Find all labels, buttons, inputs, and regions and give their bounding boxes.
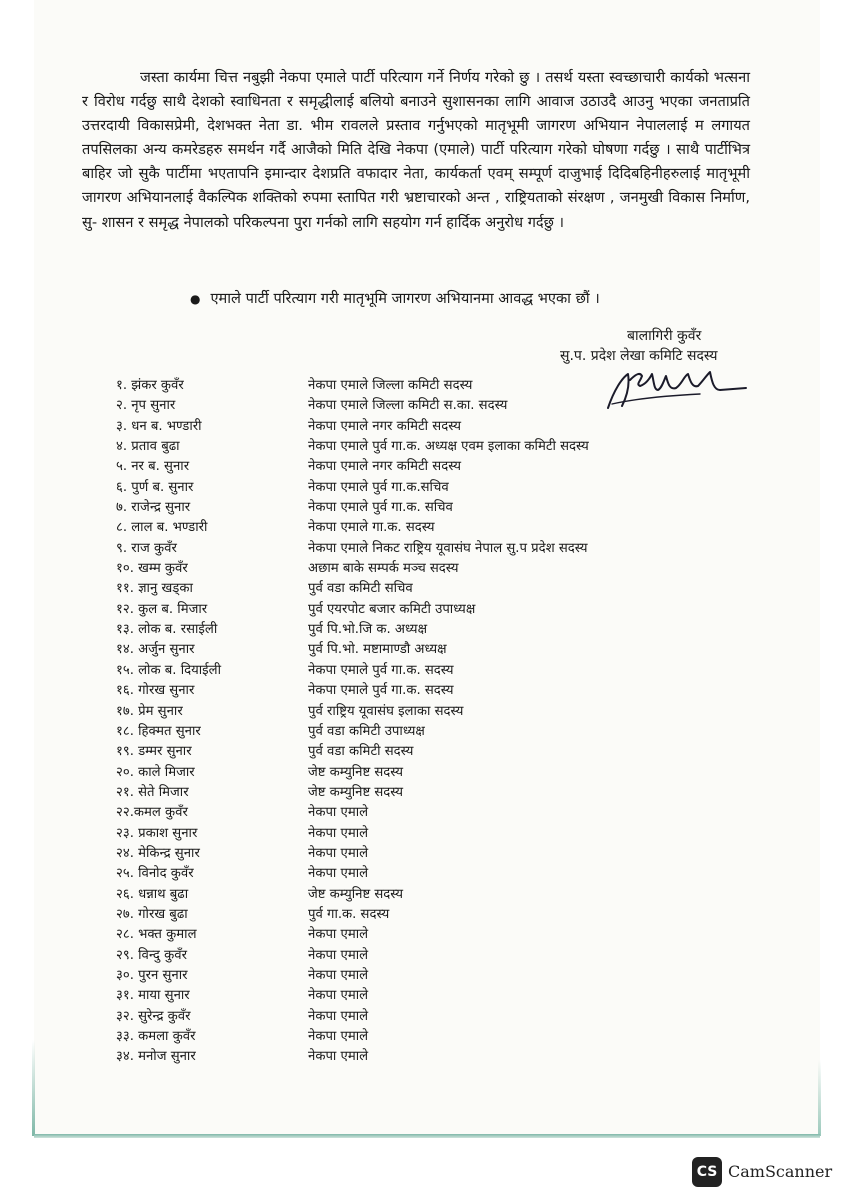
- member-row: [116, 414, 676, 434]
- member-name: ३. धन ब. भण्डारी: [116, 418, 202, 434]
- member-role: पुर्व पि.भो. मष्टामाण्डौ अध्यक्ष: [308, 642, 447, 658]
- member-role: पुर्व वडा कमिटी उपाध्यक्ष: [308, 723, 425, 739]
- member-role: नेकपा एमाले: [308, 967, 369, 983]
- member-name: १४. अर्जुन सुनार: [116, 642, 195, 658]
- member-role: पुर्व वडा कमिटी सचिव: [308, 581, 413, 597]
- member-row: [116, 515, 676, 535]
- member-name: २७. गोरख बुढा: [116, 906, 188, 922]
- member-role: नेकपा एमाले निकट राष्ट्रिय यूवासंघ नेपाल सु.प प्रदेश सदस्य: [308, 540, 588, 556]
- member-role: जेष्ट कम्युनिष्ट सदस्य: [308, 784, 404, 800]
- member-role: नेकपा एमाले पुर्व गा.क. अध्यक्ष एवम इलाका कमिटी सदस्य: [308, 439, 589, 455]
- member-row: [116, 821, 676, 841]
- bullet-dot-icon: ●: [190, 292, 201, 306]
- declaration-bullet: [190, 288, 600, 308]
- member-row: [116, 475, 676, 495]
- member-name: ११. ज्ञानु खड्का: [116, 581, 193, 597]
- member-row: [116, 658, 676, 678]
- member-role: नेकपा एमाले जिल्ला कमिटी सदस्य: [308, 378, 473, 393]
- member-role: जेष्ट कम्युनिष्ट सदस्य: [308, 886, 404, 902]
- member-name: ३१. माया सुनार: [116, 988, 190, 1004]
- page-edge-bottom: [34, 1134, 820, 1138]
- member-row: [116, 597, 676, 617]
- member-name: ३३. कमला कुवँर: [116, 1029, 196, 1044]
- member-role: अछाम बाके सम्पर्क मञ्च सदस्य: [308, 561, 459, 577]
- member-row: [116, 983, 676, 1003]
- member-name: ८. लाल ब. भण्डारी: [116, 520, 208, 536]
- member-row: [116, 434, 676, 454]
- camscanner-logo-icon: CS: [692, 1157, 722, 1187]
- member-name: ४. प्रताव बुढा: [116, 439, 180, 455]
- member-role: नेकपा एमाले: [308, 947, 369, 963]
- member-name: २१. सेते मिजार: [116, 784, 189, 800]
- member-row: [116, 760, 676, 780]
- member-row: [116, 780, 676, 800]
- member-row: [116, 739, 676, 759]
- member-name: २८. भक्त कुमाल: [116, 927, 197, 943]
- member-role: नेकपा एमाले: [308, 866, 369, 882]
- member-name: १६. गोरख सुनार: [116, 683, 195, 699]
- member-role: नेकपा एमाले पुर्व गा.क. सदस्य: [308, 683, 454, 699]
- member-name: ७. राजेन्द्र सुनार: [116, 500, 191, 516]
- member-row: [116, 536, 676, 556]
- member-name: १८. हिक्मत सुनार: [116, 723, 201, 739]
- member-name: १३. लोक ब. रसाईली: [116, 622, 218, 638]
- member-name: ९. राज कुवँर: [116, 540, 177, 556]
- member-role: नेकपा एमाले: [308, 845, 369, 861]
- member-row: [116, 963, 676, 983]
- member-role: नेकपा एमाले: [308, 805, 369, 821]
- member-row: [116, 1004, 676, 1024]
- member-role: नेकपा एमाले पुर्व गा.क.सचिव: [308, 479, 449, 495]
- member-row: [116, 1044, 676, 1064]
- member-name: १७. प्रेम सुनार: [116, 703, 183, 719]
- member-role: नेकपा एमाले पुर्व गा.क. सचिव: [308, 500, 453, 516]
- member-name: २९. विन्दु कुवँर: [116, 947, 187, 963]
- member-role: नेकपा एमाले: [308, 1029, 369, 1044]
- member-role: जेष्ट कम्युनिष्ट सदस्य: [308, 764, 404, 780]
- member-role: नेकपा एमाले नगर कमिटी सदस्य: [308, 459, 461, 475]
- member-name: ३४. मनोज सुनार: [116, 1049, 196, 1065]
- member-role: नेकपा एमाले गा.क. सदस्य: [308, 520, 435, 536]
- member-name: ५. नर ब. सुनार: [116, 459, 190, 475]
- member-name: २६. धन्नाथ बुढा: [116, 886, 189, 902]
- member-row: [116, 373, 676, 393]
- page-edge-left: [32, 1040, 35, 1136]
- member-row: [116, 882, 676, 902]
- member-row: [116, 922, 676, 942]
- member-role: पुर्व राष्ट्रिय यूवासंघ इलाका सदस्य: [308, 703, 464, 719]
- member-row: [116, 556, 676, 576]
- member-row: [116, 637, 676, 657]
- member-role: नेकपा एमाले पुर्व गा.क. सदस्य: [308, 662, 454, 678]
- member-name: २४. मेकिन्द्र सुनार: [116, 845, 200, 861]
- member-row: [116, 617, 676, 637]
- member-role: पुर्व वडा कमिटी सदस्य: [308, 744, 414, 760]
- body-paragraph: जस्ता कार्यमा चित्त नबुझी नेकपा एमाले पार्टी परित्याग गर्ने निर्णय गरेको छु । तसर्थ यस्ता स्वच्छाचारी कार्यको भत्सना र विरोध गर्दछु साथै देशको स्वाधिनता र समृद्धीलाई बलियो बनाउने सुशासनका लागि आवाज उठाउदै आउनु भएका जनताप्रति उत्तरदायी विकासप्रेमी, देशभक्त नेता डा. भीम रावलले प्रस्ताव गर्नुभएको मातृभूमी जागरण अभियान नेपाललाई म लगायत तपसिलका अन्य कमरेडहरु समर्थन गर्दै आजैको मिति देखि नेकपा (एमाले) पार्टी परित्याग गरेको घोषणा गर्दछु । साथै पार्टीभित्र बाहिर जो सुकै पार्टीमा भएतापनि इमान्दार देशप्रति वफादार नेता, कार्यकर्ता एवम् सम्पूर्ण दाजुभाई दिदिबहिनीहरुलाई मातृभूमी जागरण अभियानलाई वैकल्पिक शक्तिको रुपमा स्तापित गरी भ्रष्टाचारको अन्त , राष्ट्रियताको संरक्षण , जनमुखी विकास निर्माण, सु- शासन र समृद्ध नेपालको परिकल्पना पुरा गर्नको लागि सहयोग गर्न हार्दिक अनुरोध गर्दछु ।: [82, 69, 750, 231]
- member-name: १९. डम्मर सुनार: [116, 744, 192, 760]
- member-name: १०. खम्म कुवँर: [116, 561, 188, 577]
- declaration-text: एमाले पार्टी परित्याग गरी मातृभूमि जागरण अभियानमा आवद्ध भएका छौं ।: [210, 290, 600, 307]
- member-name: ३२. सुरेन्द्र कुवँर: [116, 1008, 191, 1024]
- member-row: [116, 678, 676, 698]
- member-name: १. झंकर कुवँर: [116, 378, 184, 393]
- member-row: [116, 1024, 676, 1044]
- member-name: १५. लोक ब. दियाईली: [116, 662, 222, 678]
- member-role: नेकपा एमाले: [308, 825, 369, 841]
- member-role: नेकपा एमाले: [308, 927, 369, 943]
- member-row: [116, 943, 676, 963]
- member-role: पुर्व पि.भो.जि क. अध्यक्ष: [308, 622, 428, 638]
- member-name: २२.कमल कुवँर: [116, 805, 188, 821]
- member-role: नेकपा एमाले नगर कमिटी सदस्य: [308, 418, 461, 434]
- member-row: [116, 576, 676, 596]
- signatory-name: बालागिरी कुवँर: [627, 328, 702, 344]
- page-edge-right: [818, 1060, 821, 1136]
- member-row: [116, 699, 676, 719]
- member-row: [116, 454, 676, 474]
- member-name: १२. कुल ब. मिजार: [116, 601, 208, 617]
- signatory-title: सु.प. प्रदेश लेखा कमिटि सदस्य: [560, 348, 718, 364]
- member-role: पुर्व एयरपोट बजार कमिटी उपाध्यक्ष: [308, 601, 476, 617]
- member-row: [116, 902, 676, 922]
- member-row: [116, 719, 676, 739]
- member-name: २३. प्रकाश सुनार: [116, 825, 198, 841]
- member-role: नेकपा एमाले जिल्ला कमिटी स.का. सदस्य: [308, 398, 508, 414]
- member-row: [116, 841, 676, 861]
- member-role: पुर्व गा.क. सदस्य: [308, 906, 390, 922]
- member-role: नेकपा एमाले: [308, 988, 369, 1004]
- member-name: २. नृप सुनार: [116, 398, 176, 414]
- member-row: [116, 800, 676, 820]
- member-row: [116, 393, 676, 413]
- member-role: नेकपा एमाले: [308, 1008, 369, 1024]
- member-name: २०. काले मिजार: [116, 764, 195, 780]
- member-row: [116, 495, 676, 515]
- member-role: नेकपा एमाले: [308, 1049, 369, 1065]
- member-name: २५. विनोद कुवँर: [116, 866, 194, 882]
- member-list: [116, 373, 676, 1065]
- member-row: [116, 861, 676, 881]
- camscanner-watermark: CamScanner: [728, 1162, 833, 1181]
- member-name: ३०. पुरन सुनार: [116, 967, 188, 983]
- member-name: ६. पुर्ण ब. सुनार: [116, 479, 194, 495]
